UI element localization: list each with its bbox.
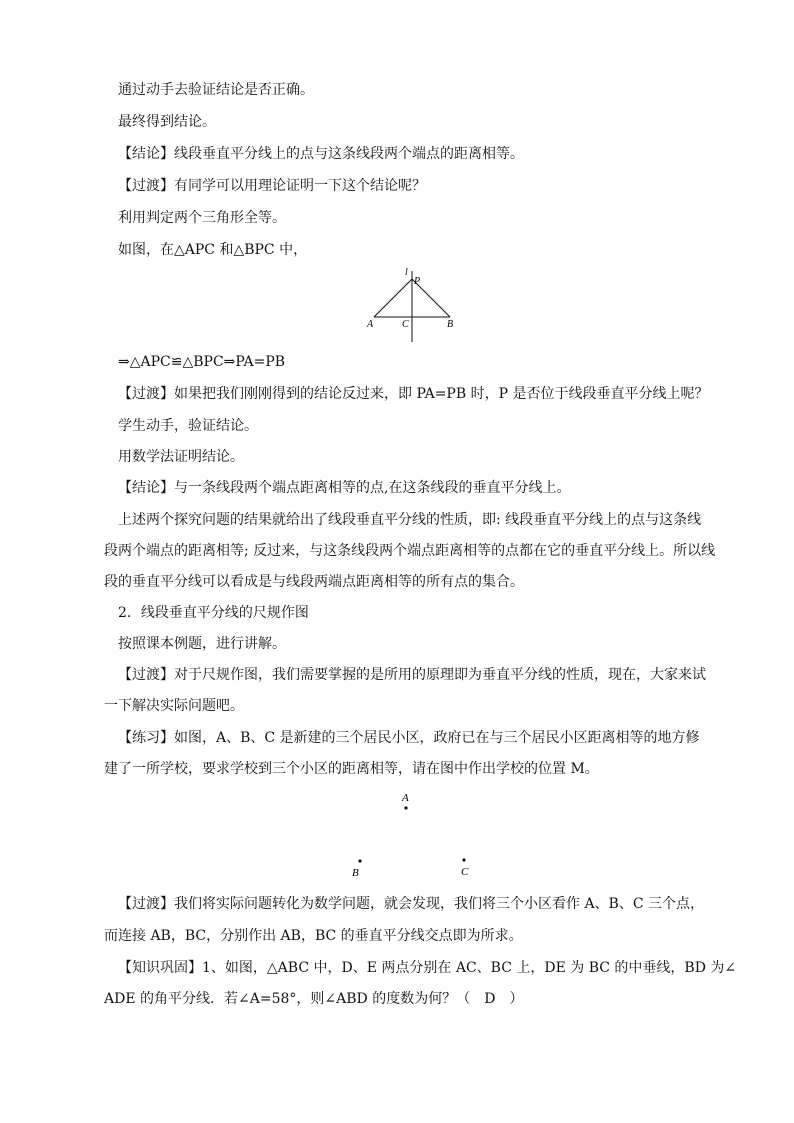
section-heading: 2．线段垂直平分线的尺规作图	[118, 605, 309, 621]
segment-pa	[374, 279, 412, 317]
knowledge-check: 【知识巩固】1、如图，△ABC 中，D、E 两点分别在 AC、BC 上，DE 为 BC 的中垂线，BD 为∠	[118, 960, 737, 976]
label-b: B	[447, 319, 454, 330]
summary-line: 上述两个探究问题的结果就给出了线段垂直平分线的性质，即: 线段垂直平分线上的点与这条线	[118, 512, 702, 528]
transition-1: 【过渡】有同学可以用理论证明一下这个结论呢？	[118, 178, 426, 194]
text-line: 学生动手，验证结论。	[118, 418, 258, 434]
label-a: A	[367, 319, 374, 330]
transition-2: 【过渡】如果把我们刚刚得到的结论反过来，即 PA=PB 时，P 是否位于线段垂直平分线上呢？	[118, 386, 709, 402]
label-c: C	[461, 866, 469, 878]
text-line: 通过动手去验证结论是否正确。	[118, 82, 314, 98]
transition-3: 【过渡】对于尺规作图，我们需要掌握的是所用的原理即为垂直平分线的性质，现在，大家来试	[118, 667, 706, 683]
exercise: 【练习】如图，A、B、C 是新建的三个居民小区，政府已在与三个居民小区距离相等的地方修	[118, 730, 700, 746]
point-c	[462, 858, 465, 861]
point-a	[404, 806, 407, 809]
text-line: 用数学法证明结论。	[118, 449, 244, 465]
conclusion-1: 【结论】线段垂直平分线上的点与这条线段两个端点的距离相等。	[118, 146, 524, 162]
text-line: 利用判定两个三角形全等。	[118, 210, 286, 226]
summary-line: 段的垂直平分线可以看成是与线段两端点距离相等的所有点的集合。	[104, 574, 524, 590]
label-p: P	[414, 276, 421, 287]
exercise: 建了一所学校，要求学校到三个小区的距离相等，请在图中作出学校的位置 M。	[104, 761, 599, 777]
proof-result: ⇒△APC≌△BPC⇒PA=PB	[118, 354, 286, 370]
text-line: 一下解决实际问题吧。	[104, 698, 244, 714]
text-line: 如图，在△APC 和△BPC 中，	[118, 242, 308, 258]
label-b: B	[352, 867, 359, 879]
three-points-figure	[340, 788, 480, 880]
conclusion-2: 【结论】与一条线段两个端点距离相等的点,在这条线段的垂直平分线上。	[118, 480, 571, 496]
summary-line: 段两个端点的距离相等; 反过来，与这条线段两个端点距离相等的点都在它的垂直平分线上。所以线	[104, 543, 716, 559]
text-line: 而连接 AB，BC，分别作出 AB，BC 的垂直平分线交点即为所求。	[104, 928, 523, 944]
transition-4: 【过渡】我们将实际问题转化为数学问题，就会发现，我们将三个小区看作 A、B、C 三个点，	[118, 896, 705, 912]
text-line: 按照课本例题，进行讲解。	[118, 636, 286, 652]
perpendicular-bisector-figure	[362, 266, 462, 342]
point-b	[358, 859, 361, 862]
label-l: l	[405, 267, 408, 278]
label-c: C	[402, 319, 409, 330]
knowledge-check: ADE 的角平分线．若∠A=58°，则∠ABD 的度数为何？（ D ）	[104, 991, 524, 1007]
label-a: A	[402, 792, 409, 804]
text-line: 最终得到结论。	[118, 114, 216, 130]
